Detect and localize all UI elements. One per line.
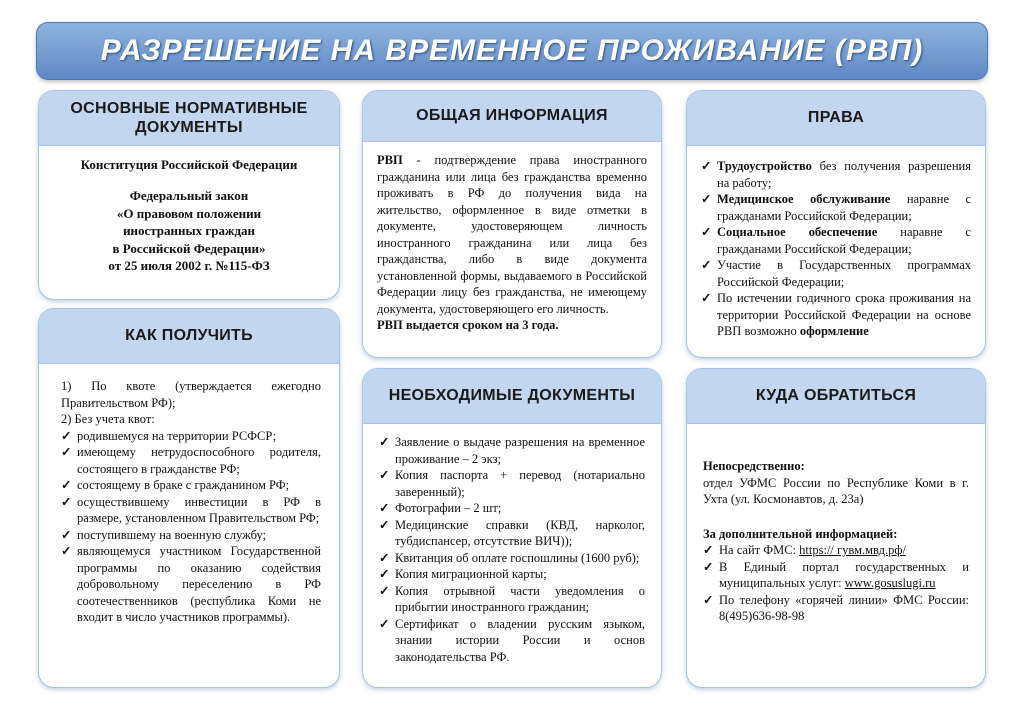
- card-header: ОСНОВНЫЕ НОРМАТИВНЫЕ ДОКУМЕНТЫ: [39, 91, 339, 146]
- check-icon: ✓: [61, 445, 72, 459]
- check-icon: ✓: [61, 478, 72, 492]
- check-icon: ✓: [61, 544, 72, 558]
- check-icon: ✓: [703, 592, 714, 607]
- card-where-to-apply: [686, 368, 986, 688]
- list-item: ✓ Заявление о выдаче разрешения на временное проживание – 2 экз;: [379, 435, 645, 466]
- no-quota-line: 2) Без учета квот:: [61, 412, 155, 426]
- gosuslugi-link[interactable]: www.gosuslugi.ru: [844, 576, 936, 590]
- card-body: [363, 142, 661, 342]
- fms-site-link[interactable]: https:// гувм.мвд.рф/: [799, 543, 906, 557]
- more-info-label: За дополнительной информацией:: [703, 526, 898, 541]
- list-item: ✓ поступившему на военную службу;: [61, 527, 267, 542]
- check-icon: ✓: [379, 550, 390, 565]
- card-header: КАК ПОЛУЧИТЬ: [39, 309, 339, 364]
- list-item: ✓ имеющему нетрудоспособного родителя, состоящего в гражданстве РФ;: [61, 445, 321, 476]
- card-body: [39, 146, 339, 283]
- list-item: ✓ Квитанция об оплате госпошлины (1600 руб);: [379, 550, 640, 565]
- constitution-text: Конституция Российской Федерации: [80, 157, 298, 172]
- check-icon: ✓: [61, 494, 72, 509]
- card-body: [363, 424, 661, 673]
- page-title: РАЗРЕШЕНИЕ НА ВРЕМЕННОЕ ПРОЖИВАНИЕ (РВП): [100, 34, 924, 67]
- card-rights: [686, 90, 986, 358]
- list-item: ✓ являющемуся участником Государственной программы по оказанию содействия добровольному переселению в РФ соотечественников (республика Коми не входит в число участников программы).: [61, 544, 321, 624]
- check-icon: ✓: [701, 159, 712, 173]
- card-header: ПРАВА: [687, 91, 985, 146]
- card-required-docs: [362, 368, 662, 688]
- check-icon: ✓: [701, 225, 712, 239]
- list-item: ✓ состоящему в браке с гражданином РФ;: [61, 478, 290, 492]
- list-item: ✓ родившемуся на территории РСФСР;: [61, 428, 277, 443]
- check-icon: ✓: [701, 291, 712, 305]
- list-item: ✓ По истечении годичного срока проживания на территории Российской Федерации на основе РВП возможно оформление: [701, 291, 971, 338]
- list-item: ✓ Социальное обеспечение наравне с гражданами Российской Федерации;: [701, 225, 971, 256]
- check-icon: ✓: [61, 428, 72, 443]
- check-icon: ✓: [379, 517, 390, 532]
- card-body: [39, 364, 339, 634]
- check-icon: ✓: [701, 258, 712, 272]
- check-icon: ✓: [703, 559, 714, 574]
- list-item: ✓ Копия миграционной карты;: [379, 567, 547, 581]
- list-item: ✓ Медицинские справки (КВД, нарколог, тубдиспансер, отсутствие ВИЧ));: [379, 517, 645, 548]
- general-term: РВП выдается сроком на 3 года.: [377, 318, 559, 332]
- check-icon: ✓: [379, 616, 390, 631]
- list-item: ✓ Копия паспорта + перевод (нотариально заверенный);: [379, 468, 645, 499]
- check-icon: ✓: [379, 583, 390, 598]
- check-icon: ✓: [379, 567, 390, 581]
- card-general-info: [362, 90, 662, 358]
- card-how-to-get: [38, 308, 340, 688]
- check-icon: ✓: [61, 527, 72, 542]
- list-item: ✓ Медицинское обслуживание наравне с гражданами Российской Федерации;: [701, 192, 971, 223]
- list-item: ✓ По телефону «горячей линии» ФМС России: 8(495)636-98-98: [703, 592, 969, 623]
- card-header: КУДА ОБРАТИТЬСЯ: [687, 369, 985, 424]
- general-description: РВП - подтверждение права иностранного гражданина или лица без гражданства временно проживать в РФ до получения вида на жительство, оформленное в виде отметки в документе, удостоверяющем личность иностранного гражданина или лица без гражданства, либо в виде документа установленной формы, выдаваемого в Российской Федерации лицу без гражданства, не имеющему документа, удостоверяющего его личность.: [377, 153, 647, 316]
- check-icon: ✓: [379, 435, 390, 449]
- card-header: ОБЩАЯ ИНФОРМАЦИЯ: [363, 91, 661, 142]
- direct-label: Непосредственно:: [703, 459, 805, 473]
- check-icon: ✓: [379, 501, 390, 515]
- list-item: ✓ Трудоустройство без получения разрешения на работу;: [701, 159, 971, 190]
- list-item: ✓ На сайт ФМС: https:// гувм.мвд.рф/: [703, 543, 906, 557]
- check-icon: ✓: [703, 543, 714, 557]
- list-item: ✓ Участие в Государственных программах Российской Федерации;: [701, 258, 971, 289]
- card-body: [687, 424, 985, 633]
- list-item: ✓ осуществившему инвестиции в РФ в размере, установленном Правительством РФ;: [61, 494, 321, 525]
- list-item: ✓ Сертификат о владении русским языком, знании истории России и основ законодательства РФ.: [379, 616, 645, 664]
- law-text: Федеральный закон «О правовом положении иностранных граждан в Российской Федерации» от 25 июля 2002 г. №115-ФЗ: [108, 188, 270, 274]
- check-icon: ✓: [379, 468, 390, 482]
- direct-address: отдел УФМС России по Республике Коми в г. Ухта (ул. Космонавтов, д. 23а): [703, 475, 969, 506]
- card-normative-docs: [38, 90, 340, 300]
- title-banner: [36, 22, 988, 80]
- list-item: ✓ Копия отрывной части уведомления о прибытии иностранного гражданин;: [379, 583, 645, 614]
- check-icon: ✓: [701, 192, 712, 206]
- card-header: НЕОБХОДИМЫЕ ДОКУМЕНТЫ: [363, 369, 661, 424]
- card-body: [687, 146, 985, 348]
- quota-line: 1) По квоте (утверждается ежегодно Правительством РФ);: [61, 379, 321, 410]
- list-item: ✓ В Единый портал государственных и муниципальных услуг: www.gosuslugi.ru: [703, 559, 969, 590]
- list-item: ✓ Фотографии – 2 шт;: [379, 501, 502, 515]
